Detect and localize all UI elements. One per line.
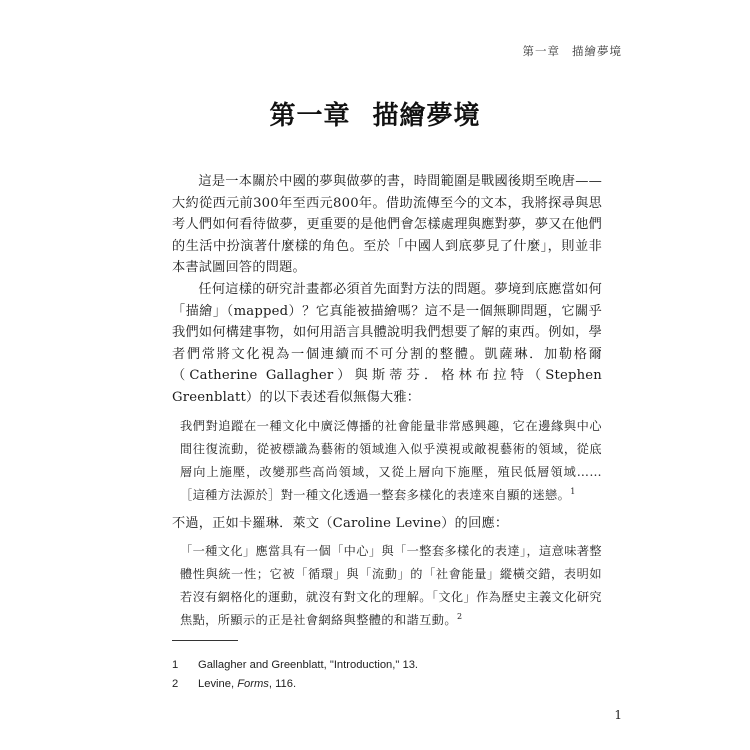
chapter-title — [0, 95, 750, 132]
page-number: 1 — [614, 708, 622, 722]
footnote-text — [198, 675, 296, 694]
body-text — [172, 171, 602, 638]
footnote-divider — [172, 640, 238, 641]
block-quote-2 — [180, 540, 602, 632]
block-quote-2-text: 「一種文化」應當具有一個「中心」與「一整套多樣化的表達」，這意味著整體性與統一性；它被「循環」與「流動」的「社會能量」縱橫交錯，表明如若沒有網格化的運動，就沒有對文化的理解。「文化」作為歷史主義文化研究焦點，所顯示的正是社會網絡與整體的和諧互動。 — [180, 544, 602, 628]
footnote-ref-2: 2 — [456, 612, 463, 622]
paragraph-1: 這是一本關於中國的夢與做夢的書，時間範圍是戰國後期至晚唐——大約從西元前300年至西元800年。借助流傳至今的文本，我將探尋與思考人們如何看待做夢，更重要的是他們會怎樣處理與應對夢，夢又在他們的生活中扮演著什麼樣的角色。至於「中國人到底夢見了什麼」，則並非本書試圖回答的問題。 — [172, 174, 602, 276]
running-header-chapter: 第一章 — [522, 44, 560, 58]
block-quote-1-text: 我們對追蹤在一種文化中廣泛傳播的社會能量非常感興趣，它在邊緣與中心間往復流動，從被標識為藝術的領域進入似乎漠視或敵視藝術的領域，從底層向上施壓，改變那些高尚領域，又從上層向下施壓，殖民低層領域……［這種方法源於］對一種文化透過一整套多樣化的表達來自顯的迷戀。 — [180, 418, 602, 502]
footnote-ref-1: 1 — [570, 486, 576, 496]
footnote-author: Levine, — [198, 678, 238, 690]
paragraph-2: 任何這樣的研究計畫都必須首先面對方法的問題。夢境到底應當如何「描繪」（mapped）？它真能被描繪嗎？這不是一個無聊問題，它關乎我們如何構建事物，如何用語言具體說明我們想要了解的東西。例如，學者們常將文化視為一個連續而不可分割的整體。凱薩琳．加勒格爾（Catherine Gallagher）與斯蒂芬．格林布拉特（Stephen Greenblatt）的以下表述看似無傷大雅： — [172, 281, 602, 405]
footnote-work-title: Forms — [237, 678, 269, 690]
footnote-2 — [172, 675, 602, 694]
footnotes — [172, 656, 602, 694]
footnote-1 — [172, 656, 602, 675]
block-quote-1 — [180, 415, 602, 507]
paragraph-3: 不過，正如卡羅琳．萊文（Caroline Levine）的回應： — [172, 515, 509, 531]
footnote-number: 2 — [172, 678, 179, 690]
chapter-number: 第一章 — [269, 101, 351, 131]
footnote-page: , 116. — [268, 678, 297, 690]
running-header-title: 描繪夢境 — [572, 44, 622, 58]
footnote-number: 1 — [172, 659, 179, 671]
chapter-name: 描繪夢境 — [372, 101, 481, 131]
running-header — [523, 43, 623, 59]
footnote-text: Gallagher and Greenblatt, "Introduction," 13. — [198, 659, 419, 671]
